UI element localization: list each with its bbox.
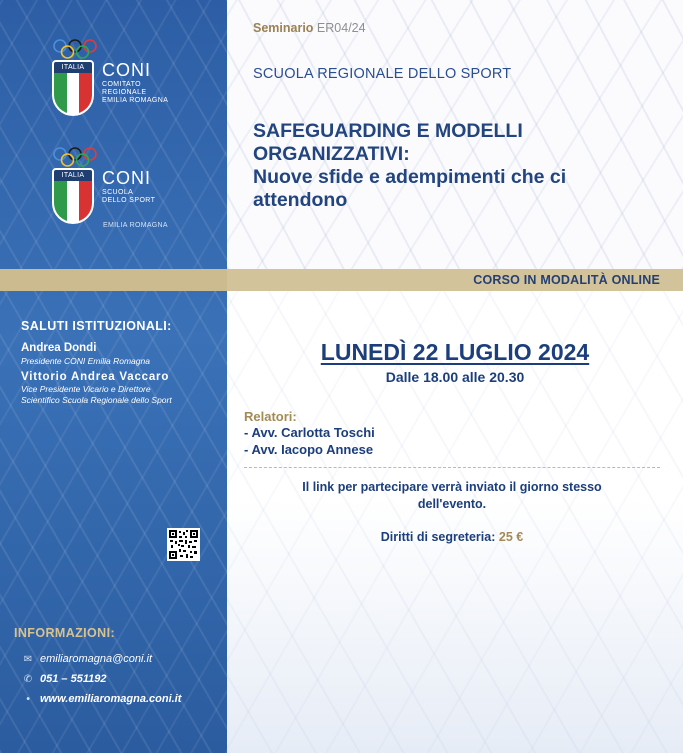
fee-label: Diritti di segreteria: <box>380 530 496 544</box>
speaker: - Avv. Iacopo Annese <box>244 442 374 457</box>
coni-sub-1: COMITATO <box>102 81 141 88</box>
person-name: Andrea Dondi <box>21 342 97 354</box>
coni-sub-2: REGIONALE <box>102 89 147 96</box>
fee-value: 25 € <box>498 530 524 544</box>
relatori-heading: Relatori: <box>244 409 297 424</box>
seminario-label: Seminario <box>253 21 314 35</box>
phone-number[interactable]: 051 – 551192 <box>40 673 107 685</box>
shield-label: ITALIA <box>54 170 92 181</box>
person-role: Presidente CONI Emilia Romagna <box>21 356 150 366</box>
italian-flag <box>54 73 92 116</box>
left-panel <box>0 0 227 753</box>
italian-flag <box>54 181 92 224</box>
qr-code-icon[interactable] <box>167 528 200 561</box>
coni-sub-3: EMILIA ROMAGNA <box>102 97 169 104</box>
relatori-section <box>244 409 375 458</box>
person-role-line: Scientifico Scuola Regionale dello Sport <box>21 395 172 405</box>
email-row[interactable] <box>22 653 152 665</box>
event-time: Dalle 18.00 alle 20.30 <box>385 369 525 385</box>
phone-icon: ✆ <box>23 673 33 685</box>
scuola-region-label: EMILIA ROMAGNA <box>103 222 168 229</box>
seminario-code <box>253 21 366 35</box>
dashed-divider <box>244 467 660 468</box>
phone-row[interactable] <box>22 673 106 685</box>
italia-shield <box>52 60 94 116</box>
link-line: dell'evento. <box>417 497 487 511</box>
modalita-band <box>0 269 683 291</box>
coni-logo-scuola <box>52 146 155 224</box>
coni-text <box>102 60 168 105</box>
shield-label: ITALIA <box>54 62 92 73</box>
coni-name: CONI <box>102 168 151 188</box>
saluti-section <box>21 319 172 406</box>
coni-name: CONI <box>102 60 151 80</box>
scuola-title: SCUOLA REGIONALE DELLO SPORT <box>253 66 512 82</box>
email-link[interactable]: emiliaromagna@coni.it <box>40 653 153 665</box>
modalita-text: CORSO IN MODALITÀ ONLINE <box>473 273 660 287</box>
coni-sub-2: DELLO SPORT <box>102 197 156 204</box>
speaker: - Avv. Carlotta Toschi <box>244 425 375 440</box>
envelope-icon: ✉ <box>23 653 33 665</box>
event-title <box>253 120 673 212</box>
website-link[interactable]: www.emiliaromagna.coni.it <box>40 693 182 705</box>
olympic-rings-icon <box>52 146 98 168</box>
coni-sub-1: SCUOLA <box>102 189 134 196</box>
info-section <box>14 626 182 705</box>
title-line: Nuove sfide e adempimenti che ci <box>253 166 567 188</box>
qr-code-graphic <box>169 530 198 559</box>
title-line: SAFEGUARDING E MODELLI <box>253 120 523 142</box>
saluti-heading: SALUTI ISTITUZIONALI: <box>21 319 172 333</box>
italia-shield <box>52 168 94 224</box>
link-notice <box>244 479 660 513</box>
seminario-id: ER04/24 <box>316 21 366 35</box>
person-role-line: Vice Presidente Vicario e Direttore <box>21 384 151 394</box>
band-left <box>0 269 227 291</box>
olympic-rings-icon <box>52 38 98 60</box>
title-line: ORGANIZZATIVI: <box>253 143 410 165</box>
coni-text <box>102 168 155 205</box>
coni-logo-comitato <box>52 38 168 116</box>
event-date: LUNEDÌ 22 LUGLIO 2024 <box>320 339 590 365</box>
fee-line <box>244 530 660 544</box>
web-row[interactable] <box>22 693 181 705</box>
bullet-icon: • <box>26 693 30 705</box>
person-name: Vittorio Andrea Vaccaro <box>21 371 170 383</box>
info-heading: INFORMAZIONI: <box>14 626 116 640</box>
link-line: Il link per partecipare verrà inviato il giorno stesso <box>302 480 602 494</box>
title-line: attendono <box>253 189 348 211</box>
